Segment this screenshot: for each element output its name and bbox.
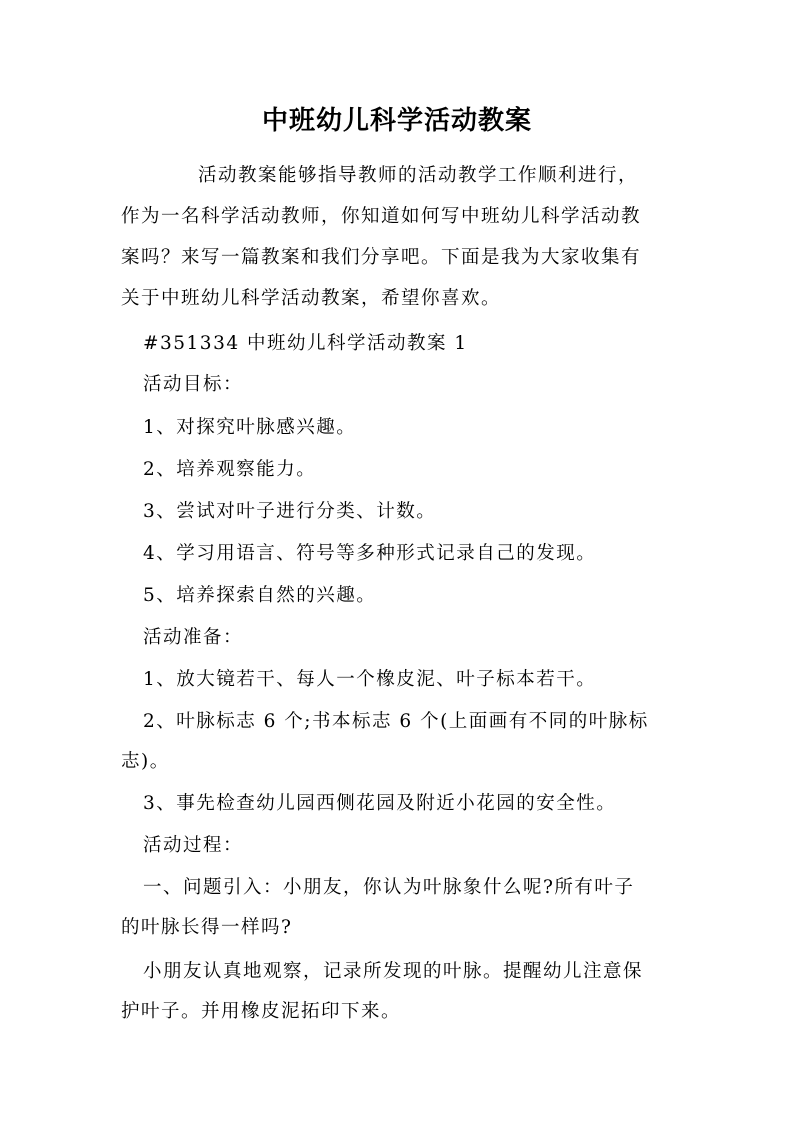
prep-item: 3、事先检查幼儿园西侧花园及附近小花园的安全性。 (143, 793, 617, 814)
process-line: 一、问题引入：小朋友，你认为叶脉象什么呢?所有叶子 (143, 877, 635, 898)
goal-item: 4、学习用语言、符号等多种形式记录自己的发现。 (143, 543, 597, 564)
document-title: 中班幼儿科学活动教案 (261, 106, 532, 136)
intro-line-3: 案吗？来写一篇教案和我们分享吧。下面是我为大家收集有 (121, 247, 642, 268)
intro-line-1: 活动教案能够指导教师的活动教学工作顺利进行， (198, 165, 639, 186)
intro-line-2: 作为一名科学活动教师，你知道如何写中班幼儿科学活动教 (121, 206, 642, 227)
goal-item: 1、对探究叶脉感兴趣。 (143, 417, 357, 438)
prep-heading: 活动准备： (143, 627, 244, 648)
prep-item-continuation: 志)。 (121, 751, 170, 772)
process-heading: 活动过程： (143, 835, 244, 856)
prep-item: 2、叶脉标志 6 个;书本标志 6 个(上面画有不同的叶脉标 (143, 711, 649, 732)
intro-line-4: 关于中班幼儿科学活动教案，希望你喜欢。 (121, 288, 502, 309)
process-line: 小朋友认真地观察，记录所发现的叶脉。提醒幼儿注意保 (143, 961, 644, 982)
goal-item: 5、培养探索自然的兴趣。 (143, 585, 377, 606)
goal-item: 3、尝试对叶子进行分类、计数。 (143, 501, 437, 522)
prep-item: 1、放大镜若干、每人一个橡皮泥、叶子标本若干。 (143, 669, 597, 690)
process-line: 的叶脉长得一样吗? (121, 917, 293, 938)
process-line: 护叶子。并用橡皮泥拓印下来。 (121, 1001, 402, 1022)
goal-item: 2、培养观察能力。 (143, 459, 317, 480)
section-heading: #351334 中班幼儿科学活动教案 1 (143, 333, 468, 354)
goals-heading: 活动目标： (143, 374, 244, 395)
